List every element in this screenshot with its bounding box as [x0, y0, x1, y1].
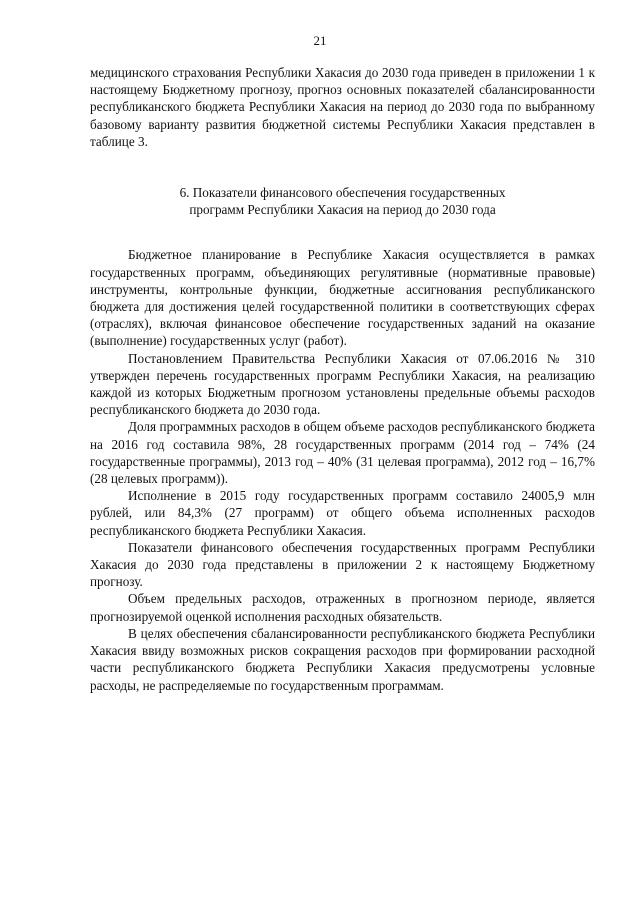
- paragraph-expense-limits: Объем предельных расходов, отраженных в прогнозном периоде, является прогнозируемой оценкой исполнения расходных обязательств.: [90, 591, 595, 624]
- intro-paragraph: медицинского страхования Республики Хакасия до 2030 года приведен в приложении 1 к настоящему Бюджетному прогнозу, прогноз основных показателей сбалансированности республиканского бюджета Республики Хакасия на период до 2030 года по выбранному базовому варианту развития бюджетной системы Республики Хакасия представлен в таблице 3.: [90, 65, 595, 149]
- paragraph-program-expenses-share: Доля программных расходов в общем объеме расходов республиканского бюджета на 2016 год составила 98%, 28 государственных программ (2014 год – 74% (24 государственные программы), 2013 год – 40% (31 целевая программа), 2012 год – 16,7% (28 целевых программ)).: [90, 419, 595, 487]
- paragraph-conditional-expenses: В целях обеспечения сбалансированности республиканского бюджета Республики Хакасия ввиду возможных рисков сокращения расходов при формировании расходной части республиканского бюджета Республики Хакасия предусмотрены условные расходы, не распределяемые по государственным программам.: [90, 625, 595, 693]
- section-heading-line-2: программ Республики Хакасия на период до 2030 года: [189, 202, 496, 218]
- page-number: 21: [313, 33, 327, 48]
- section-heading-line-1: 6. Показатели финансового обеспечения государственных: [179, 185, 506, 201]
- document-body: [90, 64, 595, 694]
- paragraph-government-resolution: Постановлением Правительства Республики Хакасия от 07.06.2016 № 310 утвержден перечень государственных программ Республики Хакасия, на реализацию каждой из которых Бюджетным прогнозом установлены предельные объемы расходов республиканского бюджета до 2030 года.: [90, 350, 595, 418]
- paragraph-financial-indicators: Показатели финансового обеспечения государственных программ Республики Хакасия до 2030 года представлены в приложении 2 к настоящему Бюджетному прогнозу.: [90, 539, 595, 590]
- section-heading: [90, 184, 595, 218]
- paragraph-execution-2015: Исполнение в 2015 году государственных программ составило 24005,9 млн рублей, или 84,3% (27 программ) от общего объема исполненных расходов республиканского бюджета Республики Хакасия.: [90, 488, 595, 538]
- paragraph-budget-planning: Бюджетное планирование в Республике Хакасия осуществляется в рамках государственных программ, объединяющих регулятивные (нормативные правовые) инструменты, контрольные функции, бюджетные ассигнования республиканского бюджета для достижения целей государственной политики в соответствующих сферах (отраслях), включая финансовое обеспечение государственных заданий на оказание (выполнение) государственных услуг (работ).: [90, 247, 595, 349]
